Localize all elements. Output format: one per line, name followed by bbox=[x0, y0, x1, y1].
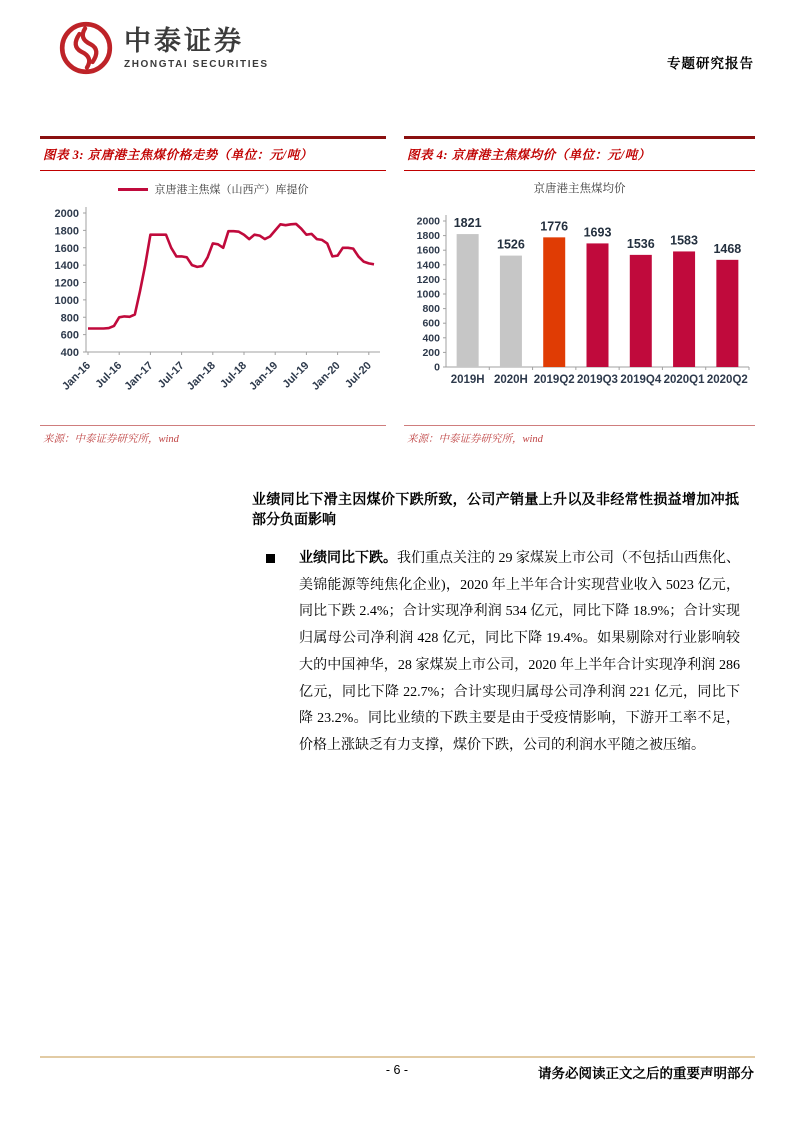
svg-text:2020Q2: 2020Q2 bbox=[706, 374, 748, 386]
zhongtai-logo-icon bbox=[58, 20, 114, 76]
svg-text:400: 400 bbox=[60, 347, 79, 359]
svg-text:600: 600 bbox=[60, 329, 79, 342]
figure-3-line-chart-box bbox=[40, 136, 386, 446]
svg-text:1693: 1693 bbox=[583, 225, 612, 240]
svg-text:1526: 1526 bbox=[497, 237, 525, 252]
svg-text:Jul-16: Jul-16 bbox=[93, 359, 125, 391]
figure-4-caption: 图表 4: 京唐港主焦煤均价（单位：元/吨） bbox=[404, 136, 755, 171]
footer-rule bbox=[40, 1056, 755, 1058]
svg-text:2019Q2: 2019Q2 bbox=[533, 374, 575, 386]
figure-3-source: 来源：中泰证券研究所，wind bbox=[40, 425, 386, 446]
logo-company-name-en: ZHONGTAI SECURITIES bbox=[124, 59, 269, 70]
svg-text:600: 600 bbox=[422, 317, 440, 330]
svg-text:1400: 1400 bbox=[416, 259, 440, 272]
svg-text:1800: 1800 bbox=[54, 225, 79, 238]
page-number: - 6 - bbox=[385, 1063, 409, 1077]
figure-3-chart-area bbox=[40, 171, 386, 423]
bullet-item bbox=[266, 546, 740, 760]
figure-4-chart-area bbox=[404, 171, 755, 423]
svg-text:400: 400 bbox=[422, 332, 440, 345]
figure-4-source: 来源：中泰证券研究所，wind bbox=[404, 425, 755, 446]
svg-text:1200: 1200 bbox=[54, 277, 79, 290]
legend-line-swatch bbox=[118, 188, 148, 191]
svg-text:Jul-17: Jul-17 bbox=[155, 359, 187, 391]
svg-text:1000: 1000 bbox=[54, 294, 79, 307]
svg-text:1776: 1776 bbox=[540, 219, 569, 234]
svg-text:Jan-17: Jan-17 bbox=[122, 359, 156, 393]
header-logo bbox=[58, 20, 269, 76]
bullet-paragraph bbox=[299, 546, 740, 760]
bullet-lead: 业绩同比下跌。 bbox=[299, 551, 397, 566]
svg-text:2020H: 2020H bbox=[493, 374, 528, 386]
svg-text:2000: 2000 bbox=[416, 215, 440, 228]
svg-text:2000: 2000 bbox=[54, 208, 79, 220]
svg-text:1821: 1821 bbox=[453, 216, 482, 231]
bar-chart-title: 京唐港主焦煤均价 bbox=[533, 183, 626, 195]
line-chart-legend bbox=[40, 179, 386, 199]
svg-text:Jan-19: Jan-19 bbox=[247, 359, 281, 393]
svg-text:Jul-18: Jul-18 bbox=[218, 359, 250, 391]
svg-text:2019Q4: 2019Q4 bbox=[620, 374, 662, 386]
svg-text:800: 800 bbox=[60, 312, 79, 325]
svg-text:1400: 1400 bbox=[54, 260, 79, 273]
svg-text:2019Q3: 2019Q3 bbox=[577, 374, 618, 386]
svg-text:Jul-20: Jul-20 bbox=[342, 359, 374, 391]
svg-text:2020Q1: 2020Q1 bbox=[663, 374, 705, 386]
svg-text:1800: 1800 bbox=[416, 230, 440, 243]
svg-text:Jan-20: Jan-20 bbox=[309, 359, 343, 393]
svg-text:1200: 1200 bbox=[416, 273, 440, 286]
svg-text:1600: 1600 bbox=[54, 242, 79, 255]
footer-disclaimer: 请务必阅读正文之后的重要声明部分 bbox=[538, 1066, 754, 1081]
svg-text:Jul-19: Jul-19 bbox=[280, 359, 312, 391]
svg-text:200: 200 bbox=[422, 346, 440, 359]
bullet-body: 我们重点关注的 29 家煤炭上市公司（不包括山西焦化、美锦能源等纯焦化企业)，2020 年上半年合计实现营业收入 5023 亿元，同比下跌 2.4%；合计实现净利润 534 亿元，同比下降 18.9%；合计实现归属母公司净利润 428 亿元，同比下降 19.4%。如果剔除对行业影响较大的中国神华，28 家煤炭上市公司，2020 年上半年合计实现净利润 286 亿元，同比下降 22.7%；合计实现归属母公司净利润 221 亿元，同比下降 23.2%。同比业绩的下跌主要是由于受疫情影响，下游开工率不足，价格上涨缺乏有力支撑，煤价下跌，公司的利润水平随之被压缩。 bbox=[299, 551, 740, 753]
line-chart bbox=[40, 199, 386, 423]
figure-3-caption: 图表 3: 京唐港主焦煤价格走势（单位：元/吨） bbox=[40, 136, 386, 171]
svg-text:2019H: 2019H bbox=[450, 374, 485, 386]
section-heading: 业绩同比下滑主因煤价下跌所致，公司产销量上升以及非经常性损益增加冲抵部分负面影响 bbox=[252, 493, 739, 528]
svg-text:1600: 1600 bbox=[416, 244, 440, 257]
square-bullet-icon bbox=[266, 554, 275, 563]
figure-4-bar-chart-box bbox=[404, 136, 755, 446]
logo-company-name: 中泰证券 bbox=[124, 26, 244, 56]
report-type-label: 专题研究报告 bbox=[667, 56, 754, 71]
svg-text:1468: 1468 bbox=[713, 241, 742, 256]
svg-text:Jan-18: Jan-18 bbox=[184, 359, 218, 393]
svg-text:1536: 1536 bbox=[626, 236, 655, 251]
svg-text:1000: 1000 bbox=[416, 288, 440, 301]
logo-text bbox=[124, 26, 269, 70]
svg-text:0: 0 bbox=[434, 361, 440, 374]
svg-text:1583: 1583 bbox=[670, 233, 698, 248]
svg-text:800: 800 bbox=[422, 303, 440, 316]
svg-text:Jan-16: Jan-16 bbox=[59, 359, 94, 393]
bar-chart bbox=[404, 199, 755, 423]
legend-label: 京唐港主焦煤（山西产）库提价 bbox=[154, 184, 309, 196]
